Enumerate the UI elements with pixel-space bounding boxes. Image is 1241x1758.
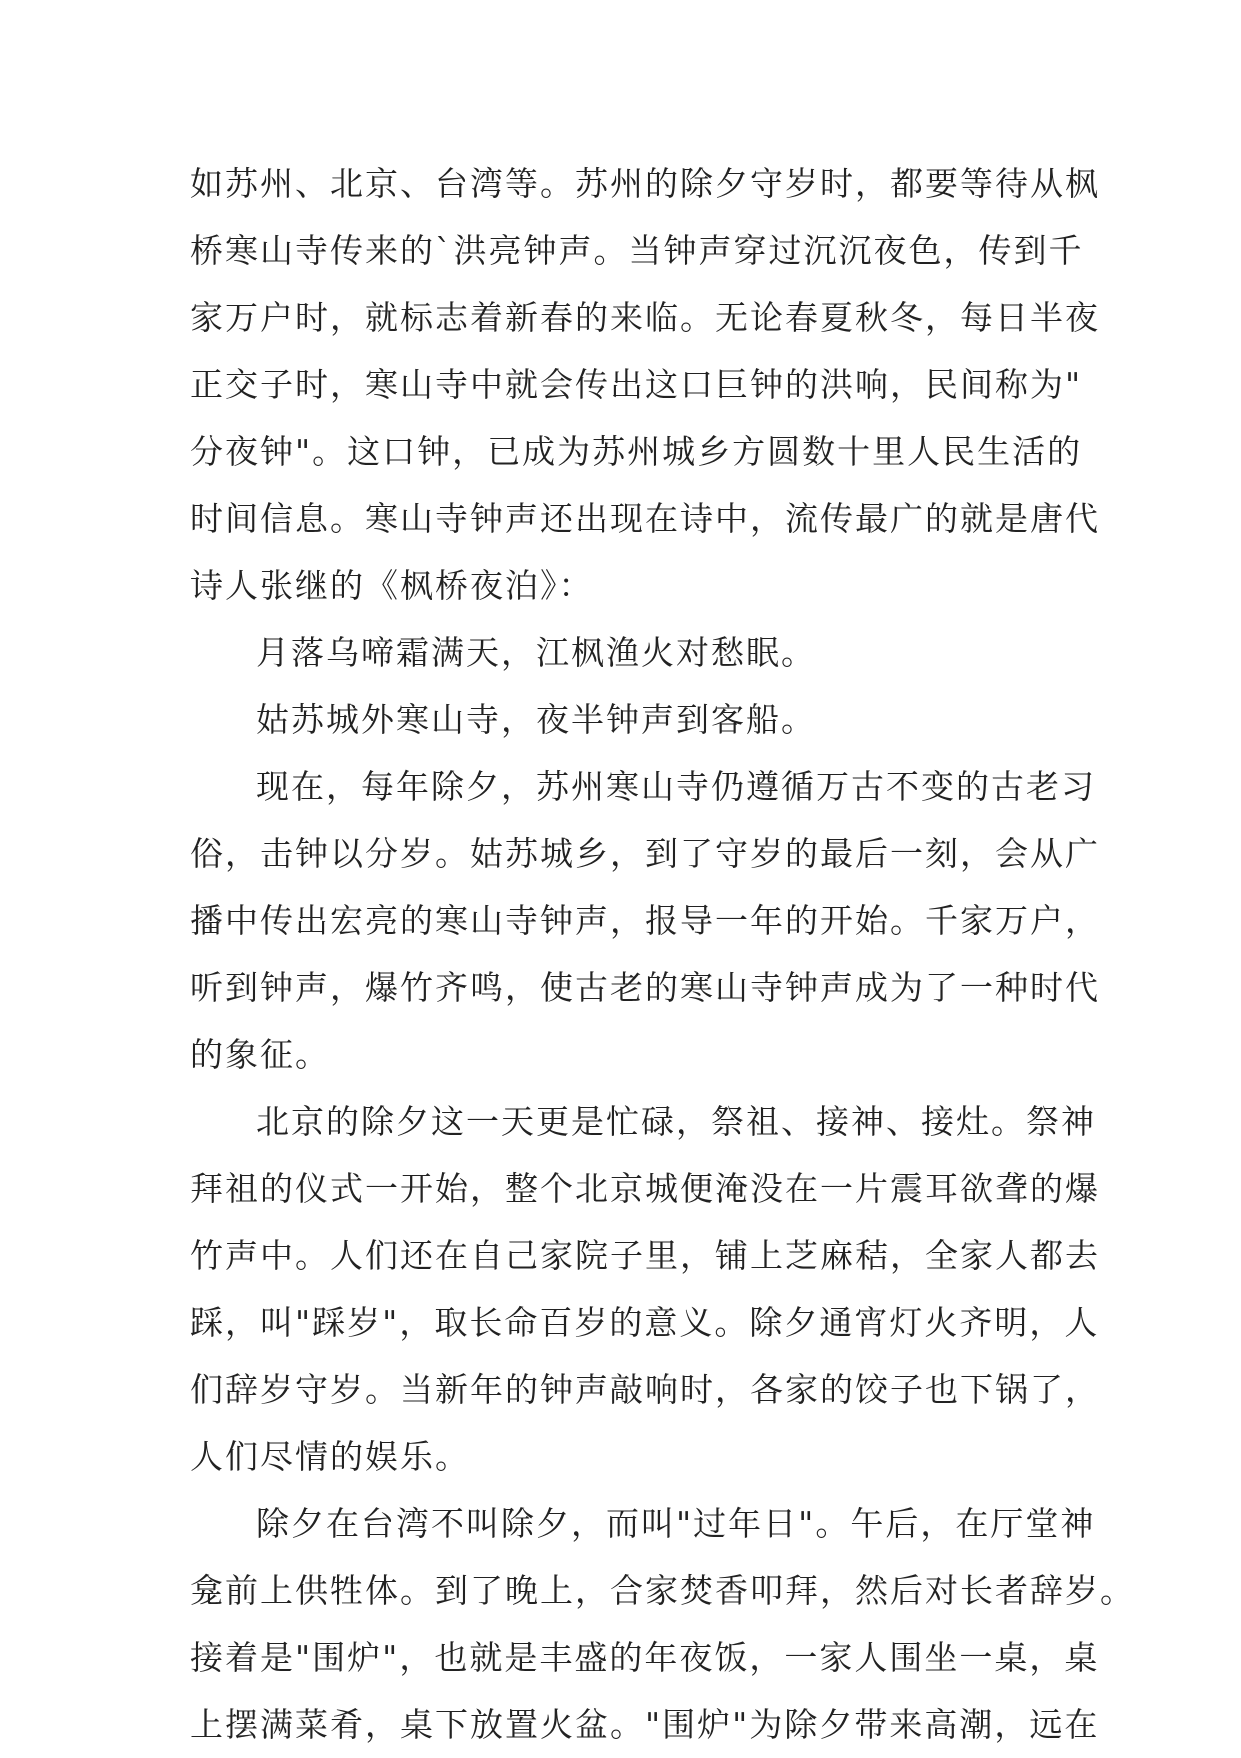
- text-line: 分夜钟"。这口钟，已成为苏州城乡方圆数十里人民生活的: [190, 432, 1083, 471]
- text-line: 时间信息。寒山寺钟声还出现在诗中，流传最广的就是唐代: [190, 499, 1100, 538]
- text-line: 现在，每年除夕，苏州寒山寺仍遵循万古不变的古老习: [256, 767, 1096, 806]
- text-line: 们辞岁守岁。当新年的钟声敲响时，各家的饺子也下锅了，: [190, 1370, 1100, 1409]
- text-line: 龛前上供牲体。到了晚上，合家焚香叩拜，然后对长者辞岁。: [190, 1571, 1135, 1610]
- text-line: 除夕在台湾不叫除夕，而叫"过年日"。午后，在厅堂神: [256, 1504, 1096, 1543]
- text-line: 正交子时，寒山寺中就会传出这口巨钟的洪响，民间称为": [190, 365, 1083, 404]
- text-line: 踩，叫"踩岁"，取长命百岁的意义。除夕通宵灯火齐明，人: [190, 1303, 1100, 1342]
- text-line: 接着是"围炉"，也就是丰盛的年夜饭，一家人围坐一桌，桌: [190, 1638, 1100, 1677]
- text-line: 听到钟声，爆竹齐鸣，使古老的寒山寺钟声成为了一种时代: [190, 968, 1100, 1007]
- text-line: 上摆满菜肴，桌下放置火盆。"围炉"为除夕带来高潮，远在: [190, 1705, 1100, 1744]
- text-line: 的象征。: [190, 1035, 330, 1074]
- text-line: 人们尽情的娱乐。: [190, 1437, 470, 1476]
- text-line: 拜祖的仪式一开始，整个北京城便淹没在一片震耳欲聋的爆: [190, 1169, 1100, 1208]
- text-line: 月落乌啼霜满天，江枫渔火对愁眠。: [256, 633, 816, 672]
- text-line: 桥寒山寺传来的`洪亮钟声。当钟声穿过沉沉夜色，传到千: [190, 231, 1084, 270]
- text-line: 家万户时，就标志着新春的来临。无论春夏秋冬，每日半夜: [190, 298, 1100, 337]
- text-line: 如苏州、北京、台湾等。苏州的除夕守岁时，都要等待从枫: [190, 164, 1100, 203]
- text-line: 播中传出宏亮的寒山寺钟声，报导一年的开始。千家万户，: [190, 901, 1100, 940]
- text-line: 诗人张继的《枫桥夜泊》：: [190, 566, 594, 605]
- text-line: 俗，击钟以分岁。姑苏城乡，到了守岁的最后一刻，会从广: [190, 834, 1100, 873]
- document-body: [190, 150, 1135, 1758]
- text-line: 竹声中。人们还在自己家院子里，铺上芝麻秸，全家人都去: [190, 1236, 1100, 1275]
- text-line: 北京的除夕这一天更是忙碌，祭祖、接神、接灶。祭神: [256, 1102, 1096, 1141]
- text-line: 姑苏城外寒山寺，夜半钟声到客船。: [256, 700, 816, 739]
